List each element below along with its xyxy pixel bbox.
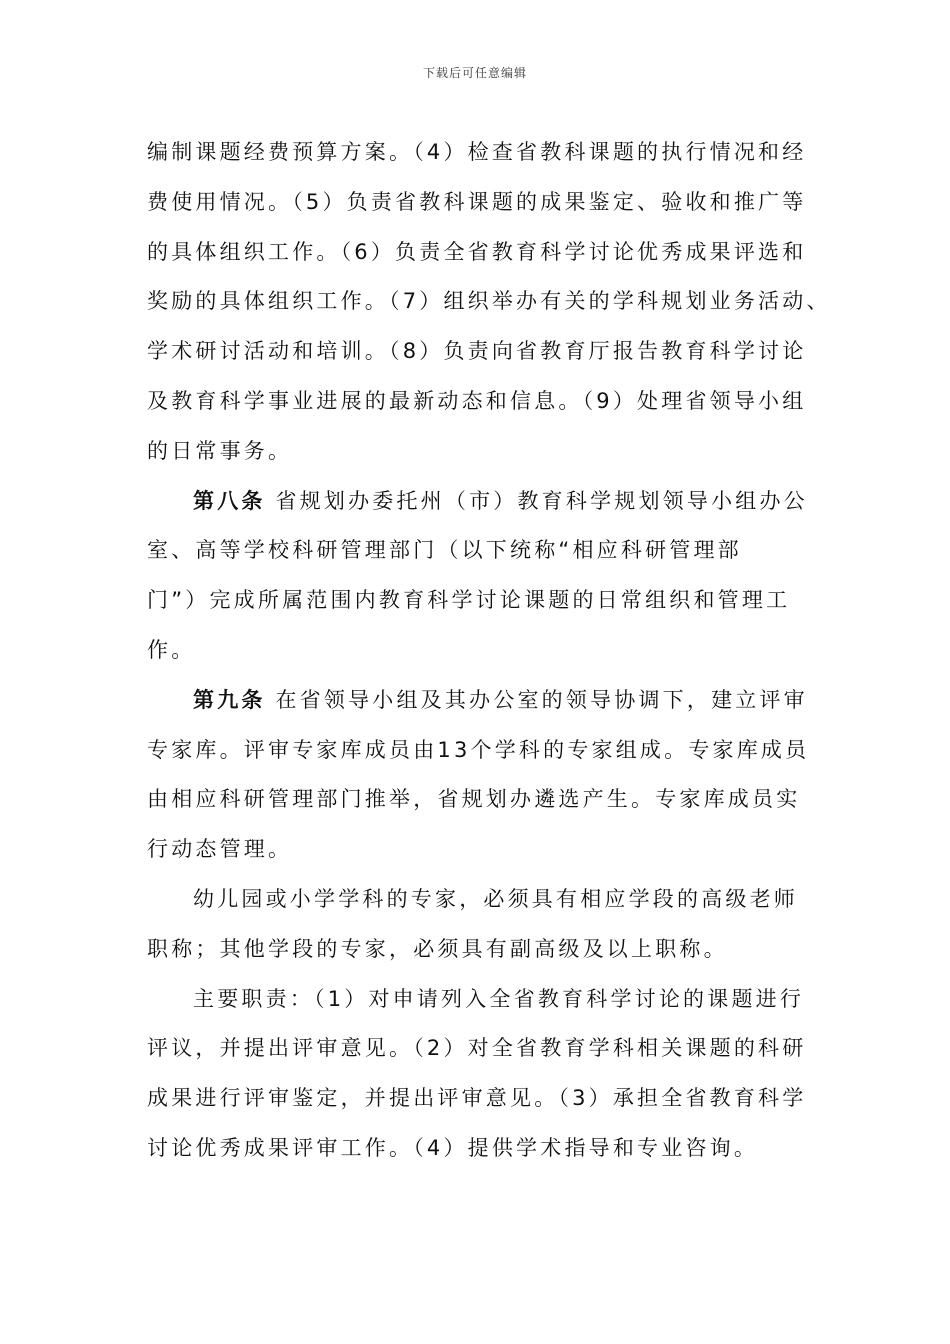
article-heading: 第九条: [193, 687, 266, 712]
text-line: 奖励的具体组织工作。（7）组织举办有关的学科规划业务活动、: [147, 289, 831, 314]
text-line: 评议，并提出评审意见。（2）对全省教育学科相关课题的科研: [147, 1036, 807, 1061]
text-line: 及教育科学事业进展的最新动态和信息。（9）处理省领导小组: [147, 388, 807, 413]
paragraph-main-duties: [147, 975, 807, 1174]
text-line: 室、高等学校科研管理部门（以下统称“相应科研管理部: [147, 538, 742, 563]
text-line: 门”）完成所属范围内教育科学讨论课题的日常组织和管理工: [147, 588, 791, 613]
text-line: 行动态管理。: [147, 837, 293, 862]
text-line: 幼儿园或小学学科的专家，必须具有相应学段的高级老师: [193, 886, 798, 911]
paragraph-article-8: [147, 477, 807, 676]
text-line: 作。: [147, 637, 196, 662]
page-header: 下载后可任意编辑: [422, 66, 527, 80]
text-line: [147, 477, 807, 527]
text-line: 职称；其他学段的专家，必须具有副高级及以上职称。: [147, 936, 728, 961]
paragraph-expert-qualifications: [147, 875, 807, 975]
text-line: 专家库。评审专家库成员由13个学科的专家组成。专家库成员: [147, 737, 810, 762]
article-heading: 第八条: [193, 488, 266, 513]
text-line: 编制课题经费预算方案。（4）检查省教科课题的执行情况和经: [147, 140, 807, 164]
document-body: [147, 128, 831, 1174]
text-line: 的日常事务。: [147, 438, 293, 463]
text-span: 在省领导小组及其办公室的领导协调下，建立评审: [265, 687, 808, 712]
text-line: [147, 676, 807, 726]
text-line: 主要职责：（1）对申请列入全省教育科学讨论的课题进行: [193, 986, 805, 1011]
text-line: 成果进行评审鉴定，并提出评审意见。（3）承担全省教育科学: [147, 1086, 807, 1111]
text-line: 讨论优秀成果评审工作。（4）提供学术指导和专业咨询。: [147, 1135, 759, 1160]
text-span: 省规划办委托州（市）教育科学规划领导小组办公: [265, 488, 808, 513]
text-line: 费使用情况。（5）负责省教科课题的成果鉴定、验收和推广等: [147, 189, 807, 214]
paragraph-duties-continued: [147, 128, 831, 477]
paragraph-article-9: [147, 676, 810, 875]
text-line: 学术研讨活动和培训。（8）负责向省教育厅报告教育科学讨论: [147, 339, 807, 364]
text-line: 的具体组织工作。（6）负责全省教育科学讨论优秀成果评选和: [147, 239, 807, 264]
text-line: 由相应科研管理部门推举，省规划办遴选产生。专家库成员实: [147, 787, 801, 812]
